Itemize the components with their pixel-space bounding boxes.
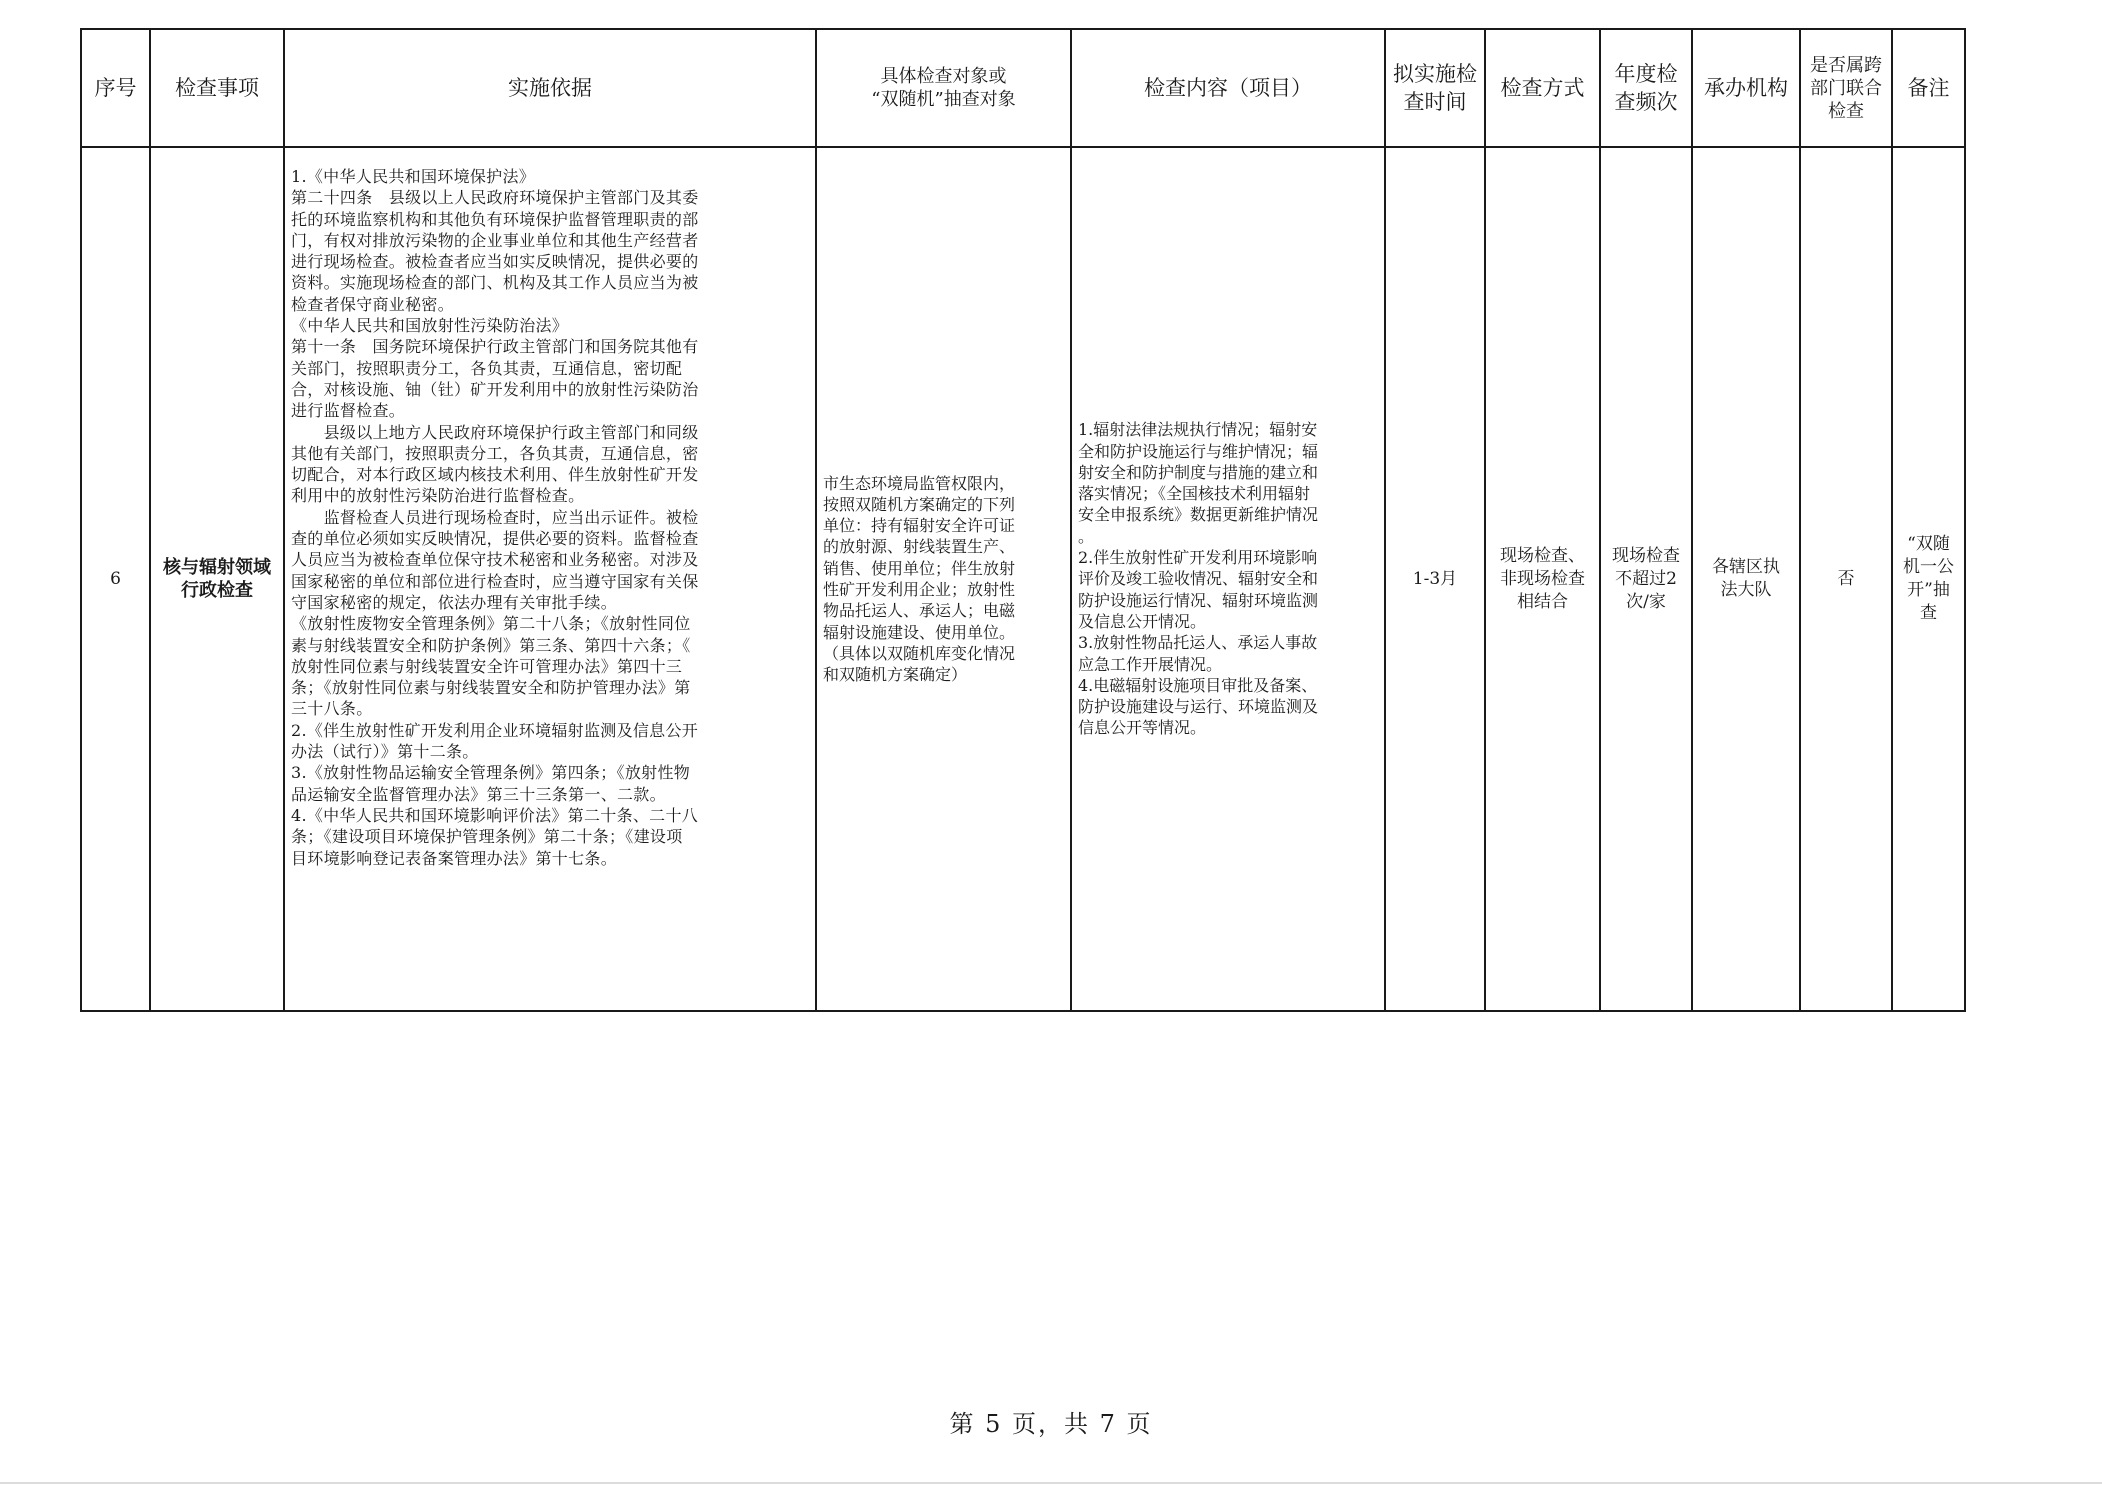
header-time-line2: 查时间 (1403, 90, 1467, 114)
note-line: 机一公 (1903, 557, 1954, 577)
basis-line: 进行现场检查。被检查者应当如实反映情况，提供必要的 (291, 252, 699, 272)
target-line: 性矿开发利用企业；放射性 (823, 580, 1016, 599)
target-line: 单位：持有辐射安全许可证 (823, 516, 1016, 536)
basis-line: 第二十四条 县级以上人民政府环境保护主管部门及其委 (291, 188, 699, 208)
header-joint-line2: 部门联合 (1810, 77, 1882, 99)
freq-line: 不超过2 (1615, 568, 1677, 589)
header-joint-line1: 是否属跨 (1810, 54, 1882, 76)
header-joint-line3: 检查 (1828, 100, 1864, 122)
content-line: 射安全和防护制度与措施的建立和 (1078, 462, 1319, 482)
target-line: 物品托运人、承运人；电磁 (823, 601, 1016, 621)
header-time-line1: 拟实施检 (1393, 62, 1477, 86)
basis-line: 条；《放射性同位素与射线装置安全和防护管理办法》第 (291, 678, 691, 698)
target-line: （具体以双随机库变化情况 (823, 643, 1016, 663)
content-line: 评价及竣工验收情况、辐射安全和 (1078, 569, 1319, 589)
header-target-line1: 具体检查对象或 (880, 66, 1007, 87)
cell-method (1485, 147, 1600, 1011)
basis-line: 切配合，对本行政区域内核技术利用、伴生放射性矿开发 (291, 465, 699, 485)
basis-line: 查的单位必须如实反映情况，提供必要的资料。监督检查 (291, 529, 699, 549)
header-freq-line1: 年度检 (1614, 62, 1678, 86)
basis-line: 1.《中华人民共和国环境保护法》 (291, 167, 536, 186)
basis-line: 三十八条。 (291, 699, 373, 719)
basis-line: 国家秘密的单位和部位进行检查时，应当遵守国家有关保 (291, 571, 699, 591)
inspection-table (80, 28, 1966, 1012)
target-line: 的放射源、射线装置生产、 (823, 537, 1016, 557)
header-item: 检查事项 (150, 29, 284, 147)
agency-line: 法大队 (1720, 580, 1772, 600)
basis-line: 关部门，按照职责分工，各负其责，互通信息，密切配 (291, 358, 683, 378)
content-line: 落实情况；《全国核技术利用辐射 (1078, 484, 1311, 504)
basis-line: 利用中的放射性污染防治进行监督检查。 (291, 486, 585, 506)
basis-line: 素与射线装置安全和防护条例》第三条、第四十六条；《 (291, 635, 691, 655)
basis-line: 2.《伴生放射性矿开发利用企业环境辐射监测及信息公开 (291, 720, 699, 740)
cell-freq (1600, 147, 1692, 1011)
target-line: 销售、使用单位；伴生放射 (823, 558, 1016, 578)
content-line: 防护设施建设与运行、环境监测及 (1078, 697, 1319, 717)
target-line: 和双随机方案确定） (823, 665, 968, 685)
table-row (81, 147, 1965, 1011)
method-line: 非现场检查 (1500, 568, 1585, 589)
agency-line: 各辖区执 (1712, 557, 1780, 577)
basis-line: 第十一条 国务院环境保护行政主管部门和国务院其他有 (291, 337, 699, 357)
basis-line: 合，对核设施、铀（钍）矿开发利用中的放射性污染防治 (291, 379, 699, 399)
content-line: 3.放射性物品托运人、承运人事故 (1078, 633, 1318, 653)
cell-time: 1-3月 (1385, 147, 1485, 1011)
basis-line: 检查者保守商业秘密。 (291, 294, 455, 314)
basis-line: 放射性同位素与射线装置安全许可管理办法》第四十三 (291, 656, 683, 676)
basis-line: 其他有关部门，按照职责分工，各负其责，互通信息，密 (291, 443, 699, 463)
basis-line: 3.《放射性物品运输安全管理条例》第四条；《放射性物 (291, 763, 691, 783)
basis-line: 托的环境监察机构和其他负有环境保护监督管理职责的部 (291, 209, 699, 229)
header-freq-line2: 查频次 (1614, 90, 1678, 114)
content-line: 2.伴生放射性矿开发利用环境影响 (1078, 548, 1318, 568)
basis-line: 进行监督检查。 (291, 401, 406, 421)
basis-line: 4.《中华人民共和国环境影响评价法》第二十条、二十八 (291, 805, 699, 825)
cell-target (816, 147, 1071, 1011)
header-content: 检查内容（项目） (1071, 29, 1385, 147)
content-line: 4.电磁辐射设施项目审批及备案、 (1078, 675, 1318, 695)
cell-item (150, 147, 284, 1011)
basis-line: 品运输安全监督管理办法》第三十三条第一、二款。 (291, 784, 666, 804)
basis-line: 办法（试行）》第十二条。 (291, 742, 479, 762)
item-line: 核与辐射领域 (163, 557, 271, 578)
header-freq (1600, 29, 1692, 147)
basis-line: 目环境影响登记表备案管理办法》第十七条。 (291, 848, 618, 868)
header-seq: 序号 (81, 29, 150, 147)
freq-line: 现场检查 (1612, 545, 1680, 566)
header-agency: 承办机构 (1692, 29, 1800, 147)
content-line: 安全申报系统》数据更新维护情况 (1078, 505, 1319, 525)
content-line: 。 (1078, 526, 1095, 546)
header-method: 检查方式 (1485, 29, 1600, 147)
content-line: 应急工作开展情况。 (1078, 654, 1223, 674)
item-line: 行政检查 (181, 580, 253, 601)
method-line: 相结合 (1517, 591, 1568, 612)
bottom-divider (0, 1482, 2102, 1484)
basis-line: 《中华人民共和国放射性污染防治法》 (291, 316, 569, 336)
header-basis: 实施依据 (284, 29, 816, 147)
content-line: 防护设施运行情况、辐射环境监测 (1078, 590, 1319, 610)
cell-basis (284, 147, 816, 1011)
header-note: 备注 (1892, 29, 1965, 147)
basis-line: 门，有权对排放污染物的企业事业单位和其他生产经营者 (291, 230, 699, 250)
cell-seq: 6 (81, 147, 150, 1011)
target-line: 辐射设施建设、使用单位。 (823, 622, 1016, 642)
header-joint (1800, 29, 1892, 147)
basis-line: 监督检查人员进行现场检查时，应当出示证件。被检 (291, 507, 699, 527)
basis-line: 资料。实施现场检查的部门、机构及其工作人员应当为被 (291, 273, 699, 293)
header-target (816, 29, 1071, 147)
cell-content (1071, 147, 1385, 1011)
content-line: 1.辐射法律法规执行情况；辐射安 (1078, 420, 1318, 440)
basis-line: 县级以上地方人民政府环境保护行政主管部门和同级 (291, 422, 699, 442)
note-line: 开”抽 (1907, 580, 1950, 600)
basis-line: 条；《建设项目环境保护管理条例》第二十条；《建设项 (291, 827, 683, 847)
table-header-row (81, 29, 1965, 147)
header-time (1385, 29, 1485, 147)
note-line: “双随 (1907, 534, 1950, 554)
cell-note (1892, 147, 1965, 1011)
header-target-line2: “双随机”抽查对象 (871, 89, 1016, 110)
basis-line: 守国家秘密的规定，依法办理有关审批手续。 (291, 592, 618, 612)
freq-line: 次/家 (1626, 591, 1666, 612)
content-line: 信息公开等情况。 (1078, 718, 1207, 738)
note-line: 查 (1920, 603, 1937, 623)
basis-line: 人员应当为被检查单位保守技术秘密和业务秘密。对涉及 (291, 550, 699, 570)
target-line: 市生态环境局监管权限内， (823, 473, 1016, 493)
page-number: 第 5 页，共 7 页 (949, 1410, 1153, 1438)
content-line: 全和防护设施运行与维护情况；辐 (1078, 441, 1319, 461)
content-line: 及信息公开情况。 (1078, 611, 1207, 631)
method-line: 现场检查、 (1500, 545, 1585, 566)
basis-line: 《放射性废物安全管理条例》第二十八条；《放射性同位 (291, 614, 691, 634)
cell-joint: 否 (1800, 147, 1892, 1011)
cell-agency (1692, 147, 1800, 1011)
target-line: 按照双随机方案确定的下列 (823, 494, 1016, 514)
